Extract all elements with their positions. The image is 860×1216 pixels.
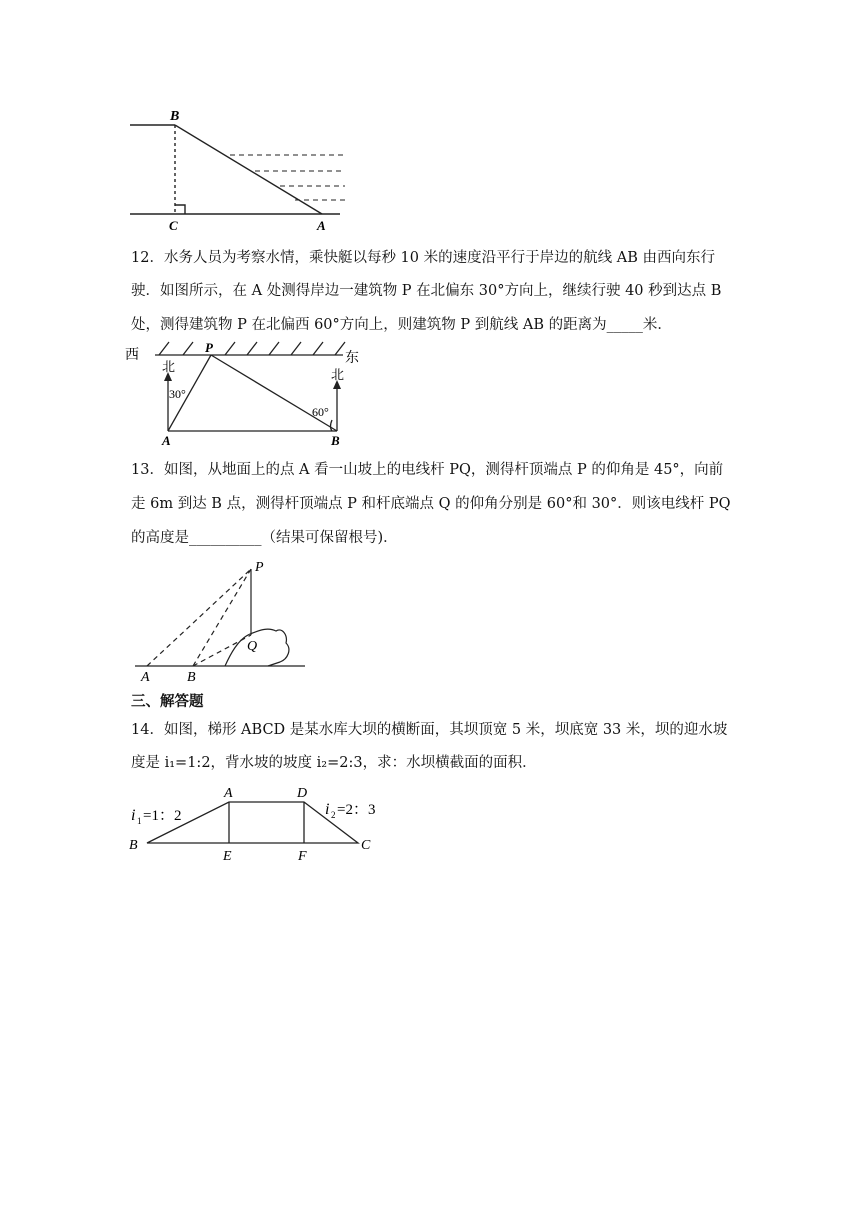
label-A: A [141, 670, 150, 685]
svg-text:=2：3: =2：3 [337, 802, 376, 818]
svg-text:i: i [325, 801, 330, 818]
q12-line1: 12．水务人员为考察水情，乘快艇以每秒 10 米的速度沿平行于岸边的航线 AB 由西向东行 [131, 250, 715, 266]
pole-elevation-figure [130, 555, 310, 685]
label-F: F [298, 849, 307, 864]
shore-hatching [159, 342, 345, 355]
label-Q: Q [247, 639, 258, 654]
q12-line2: 驶．如图所示，在 A 处测得岸边一建筑物 P 在北偏东 30°方向上，继续行驶 40 秒到达点 B [131, 283, 722, 299]
north-label-A: 北 [162, 359, 176, 374]
label-A: A [224, 786, 233, 801]
label-B: B [170, 109, 180, 124]
slope-left-label [131, 807, 181, 826]
svg-text:i: i [131, 807, 136, 824]
label-C: C [169, 218, 178, 233]
q13-line3: 的高度是__________（结果可保留根号)． [131, 530, 398, 546]
label-A: A [317, 218, 326, 233]
q14-line1: 14．如图，梯形 ABCD 是某水库大坝的横断面，其坝顶宽 5 米，坝底宽 33 米，坝的迎水坡 [131, 722, 728, 738]
north-label-B: 北 [331, 367, 345, 382]
sight-AP [147, 569, 251, 666]
label-B: B [331, 433, 340, 448]
q13-line2: 走 6m 到达 B 点，测得杆顶端点 P 和杆底端点 Q 的仰角分别是 60°和 30°．则该电线杆 PQ [131, 496, 731, 512]
trapezoid-dam-figure [125, 780, 385, 870]
svg-text:2: 2 [331, 810, 336, 820]
label-B: B [129, 838, 138, 853]
label-E: E [223, 849, 232, 864]
label-D: D [297, 786, 308, 801]
label-B: B [187, 670, 196, 685]
west-label: 西 [125, 348, 139, 363]
angle-60: 60° [312, 405, 329, 419]
q14-line2: 度是 i₁=1:2，背水坡的坡度 i₂=2:3，求：水坝横截面的面积． [131, 755, 537, 771]
slope-right-label [325, 801, 375, 820]
label-P: P [255, 560, 264, 575]
label-A: A [162, 433, 171, 448]
section-heading: 三、解答题 [131, 694, 204, 710]
label-C: C [361, 838, 371, 853]
angle-arc-B [331, 420, 333, 431]
dam-slope-figure [125, 105, 355, 235]
q12-line3: 处，测得建筑物 P 在北偏西 60°方向上，则建筑物 P 到航线 AB 的距离为_____米． [131, 317, 672, 333]
sight-BP [193, 569, 251, 666]
east-label: 东 [345, 351, 359, 366]
line-PB [211, 355, 337, 431]
right-angle-mark [175, 205, 185, 214]
label-P: P [205, 340, 213, 355]
angle-30: 30° [169, 387, 186, 401]
svg-text:1: 1 [137, 816, 142, 826]
boat-bearing-figure [125, 338, 370, 450]
slope-line [175, 125, 322, 214]
q13-line1: 13．如图，从地面上的点 A 看一山坡上的电线杆 PQ，测得杆顶端点 P 的仰角是 45°，向前 [131, 462, 724, 478]
svg-text:=1：2: =1：2 [143, 808, 182, 824]
